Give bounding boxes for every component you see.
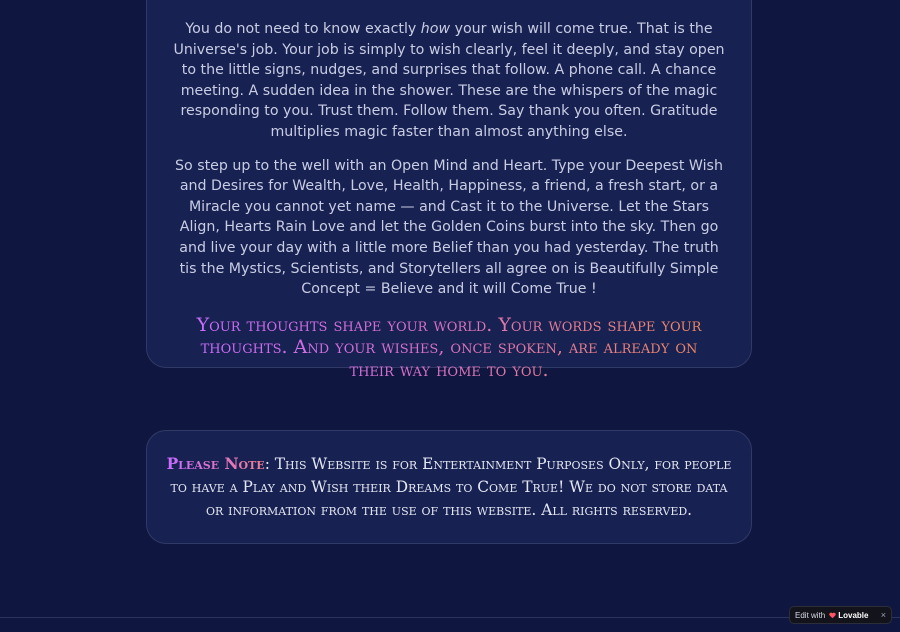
lovable-brand: Lovable [838,610,869,620]
disclaimer-text [163,453,735,522]
footer-divider [0,617,900,618]
paragraph-call-to-action: So step up to the well with an Open Mind and Heart. Type your Deepest Wish and Desires for Wealth, Love, Health, Happiness, a friend, a fresh start, or a Miracle you cannot yet name — and Cast it to the Universe. Let the Stars Align, Hearts Rain Love and let the Golden Coins burst into the sky. Then go and live your day with a little more Belief than you had yesterday. The truth tis the Mystics, Scientists, and Storytellers all agree on is Beautifully Simple Concept = Believe and it will Come True ! [175,157,723,298]
disclaimer-body: : This Website is for Entertainment Purposes Only, for people to have a Play and Wish their Dreams to Come True! We do not store data or information from the use of this website. All rights reserved. [170,455,732,519]
close-icon[interactable]: × [880,609,886,620]
quote-text: Your thoughts shape your world. Your words shape your thoughts. And your wishes, once spoken, are already on their way home to you. [179,314,719,382]
paragraph-how-it-works [171,19,727,143]
intro-card [146,0,752,381]
edit-badge-label: Edit with [795,610,826,620]
disclaimer-label: Please Note [166,455,265,473]
paragraph-1-emphasis: how [420,21,451,37]
paragraph-1-start: You do not need to know exactly [185,21,421,37]
heart-icon [829,612,836,619]
paragraph-1-end: your wish will come true. That is the Universe's job. Your job is simply to wish clearly, feel it deeply, and stay open to the little signs, nudges, and surprises that follow. A phone call. A chance meeting. A sudden idea in the shower. These are the whispers of the magic responding to you. Trust them. Follow them. Say thank you often. Gratitude multiplies magic faster than almost anything else. [173,21,725,140]
disclaimer-card [146,430,752,544]
edit-with-lovable-badge[interactable] [789,606,892,624]
